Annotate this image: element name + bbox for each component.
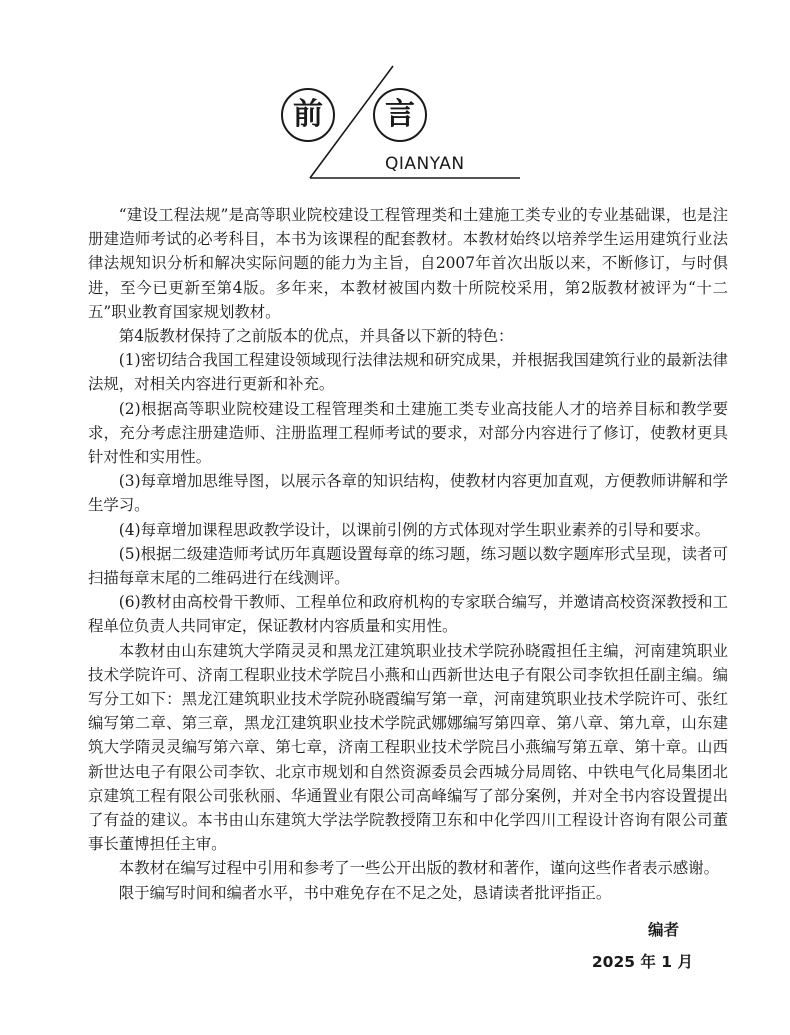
pinyin-subtitle: QIANYAN — [385, 154, 465, 174]
paragraph-feature-6: (6)教材由高校骨干教师、工程单位和政府机构的专家联合编写，并邀请高校资深教授和工程单位负责人共同审定，保证教材内容质量和实用性。 — [88, 593, 728, 636]
paragraph-feature-5: (5)根据二级建造师考试历年真题设置每章的练习题，练习题以数字题库形式呈现，读者可扫描每章末尾的二维码进行在线测评。 — [88, 544, 728, 588]
paragraph-feature-3: (3)每章增加思维导图，以展示各章的知识结构，使教材内容更加直观，方便教师讲解和学生学习。 — [88, 472, 728, 515]
preface-header — [0, 0, 790, 200]
signature-editor: 编者 — [647, 921, 679, 939]
paragraph-acknowledgement: 本教材在编写过程中引用和参考了一些公开出版的教材和著作，谨向这些作者表示感谢。 — [118, 859, 720, 878]
paragraph-feature-2: (2)根据高等职业院校建设工程管理类和土建施工类专业高技能人才的培养目标和教学要求，充分考虑注册建造师、注册监理工程师考试的要求，对部分内容进行了修订，使教材更具针对性和实用性。 — [88, 399, 728, 467]
preface-body — [88, 203, 728, 905]
signature-date: 2025 年 1 月 — [591, 953, 693, 971]
title-char-2: 言 — [373, 88, 427, 142]
paragraph-intro: “建设工程法规”是高等职业院校建设工程管理类和土建施工类专业的专业基础课，也是注册建造师考试的必考科目，本书为该课程的配套教材。本教材始终以培养学生运用建筑行业法律法规知识分析和解决实际问题的能力为主旨，自2007年首次出版以来，不断修订，与时俱进，至今已更新至第4版。多年来，本教材被国内数十所院校采用，第2版教材被评为“十二五”职业教育国家规划教材。 — [88, 206, 728, 321]
signature-block — [592, 914, 693, 978]
paragraph-feature-4: (4)每章增加课程思政教学设计，以课前引例的方式体现对学生职业素养的引导和要求。 — [118, 520, 711, 539]
paragraph-features-lead: 第4版教材保持了之前版本的优点，并具备以下新的特色： — [118, 327, 514, 346]
paragraph-authors: 本教材由山东建筑大学隋灵灵和黑龙江建筑职业技术学院孙晓霞担任主编，河南建筑职业技术学院许可、济南工程职业技术学院吕小燕和山西新世达电子有限公司李钦担任副主编。编写分工如下：黑龙江建筑职业技术学院孙晓霞编写第一章，河南建筑职业技术学院许可、张红编写第二章、第三章，黑龙江建筑职业技术学院武娜娜编写第四章、第八章、第九章，山东建筑大学隋灵灵编写第六章、第七章，济南工程职业技术学院吕小燕编写第五章、第十章。山西新世达电子有限公司李钦、北京市规划和自然资源委员会西城分局周铭、中铁电气化局集团北京建筑工程有限公司张秋丽、华通置业有限公司高峰编写了部分案例，并对全书内容设置提出了有益的建议。本书由山东建筑大学法学院教授隋卫东和中化学四川工程设计咨询有限公司董事长董博担任主审。 — [88, 641, 728, 854]
paragraph-feature-1: (1)密切结合我国工程建设领域现行法律法规和研究成果，并根据我国建筑行业的最新法律法规，对相关内容进行更新和补充。 — [88, 351, 728, 394]
title-char-1: 前 — [281, 88, 335, 142]
paragraph-closing: 限于编写时间和编者水平，书中难免存在不足之处，恳请读者批评指正。 — [118, 883, 612, 902]
